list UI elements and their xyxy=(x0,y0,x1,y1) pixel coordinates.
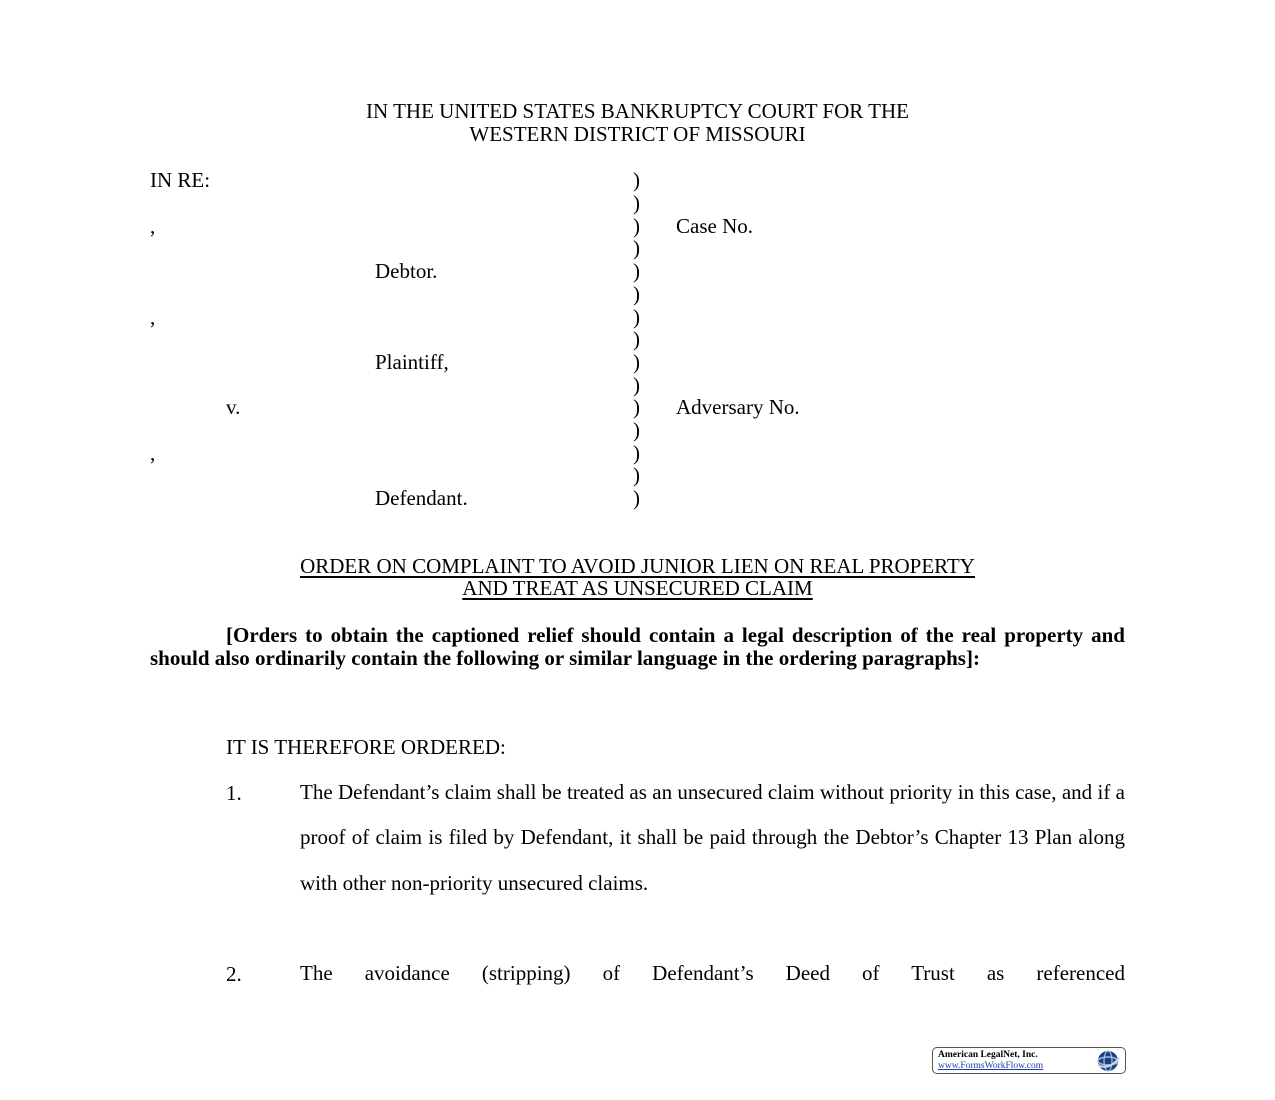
ordered-heading: IT IS THEREFORE ORDERED: xyxy=(226,735,506,759)
plaintiff-label: Plaintiff, xyxy=(375,350,449,374)
caption-paren: ) xyxy=(633,395,640,419)
footer-badge[interactable] xyxy=(932,1047,1126,1074)
order-title-line-2 xyxy=(0,578,1275,599)
debtor-label: Debtor. xyxy=(375,259,438,283)
caption-paren: ) xyxy=(633,327,640,351)
footer-company: American LegalNet, Inc. xyxy=(938,1050,1038,1060)
caption-paren: ) xyxy=(633,214,640,238)
caption-paren: ) xyxy=(633,350,640,374)
order-title-line-1-text: ORDER ON COMPLAINT TO AVOID JUNIOR LIEN ON REAL PROPERTY xyxy=(300,554,975,578)
court-name-line-1: IN THE UNITED STATES BANKRUPTCY COURT FOR THE xyxy=(366,99,909,123)
order-title-line-1 xyxy=(0,556,1275,577)
case-number-label: Case No. xyxy=(676,214,753,238)
order-item-paragraph: The Defendant’s claim shall be treated as an unsecured claim without priority in this case, and if a proof of claim is filed by Defendant, it shall be paid through the Debtor’s Chapter 13 Plan along with other non-priority unsecured claims. xyxy=(300,780,1125,895)
defendant-name-blank: , xyxy=(150,441,156,465)
in-re-label: IN RE: xyxy=(150,168,211,192)
plaintiff-name-blank: , xyxy=(150,305,156,329)
caption-paren: ) xyxy=(633,373,640,397)
caption-paren: ) xyxy=(633,282,640,306)
caption-paren: ) xyxy=(633,236,640,260)
order-title-line-2-text: AND TREAT AS UNSECURED CLAIM xyxy=(462,576,813,600)
caption-paren: ) xyxy=(633,486,640,510)
instruction-paragraph: [Orders to obtain the captioned relief should contain a legal description of the real property and should also ordinarily contain the following or similar language in the ordering paragraphs]: xyxy=(150,623,1125,670)
defendant-label: Defendant. xyxy=(375,486,468,510)
footer-website-link[interactable]: www.FormsWorkFlow.com xyxy=(938,1061,1044,1071)
item-number: 1. xyxy=(226,781,242,805)
caption-paren: ) xyxy=(633,463,640,487)
versus-label: v. xyxy=(226,395,241,419)
item-number: 2. xyxy=(226,962,242,986)
caption-paren: ) xyxy=(633,305,640,329)
caption-paren: ) xyxy=(633,168,640,192)
caption-paren: ) xyxy=(633,259,640,283)
caption-paren: ) xyxy=(633,191,640,215)
adversary-number-label: Adversary No. xyxy=(676,395,800,419)
order-item-paragraph: The avoidance (stripping) of Defendant’s Deed of Trust as referenced xyxy=(300,961,1125,985)
caption-paren: ) xyxy=(633,418,640,442)
debtor-name-blank: , xyxy=(150,214,156,238)
court-name-line-2: WESTERN DISTRICT OF MISSOURI xyxy=(469,122,806,146)
caption-paren: ) xyxy=(633,441,640,465)
globe-logo-icon xyxy=(1095,1049,1121,1073)
